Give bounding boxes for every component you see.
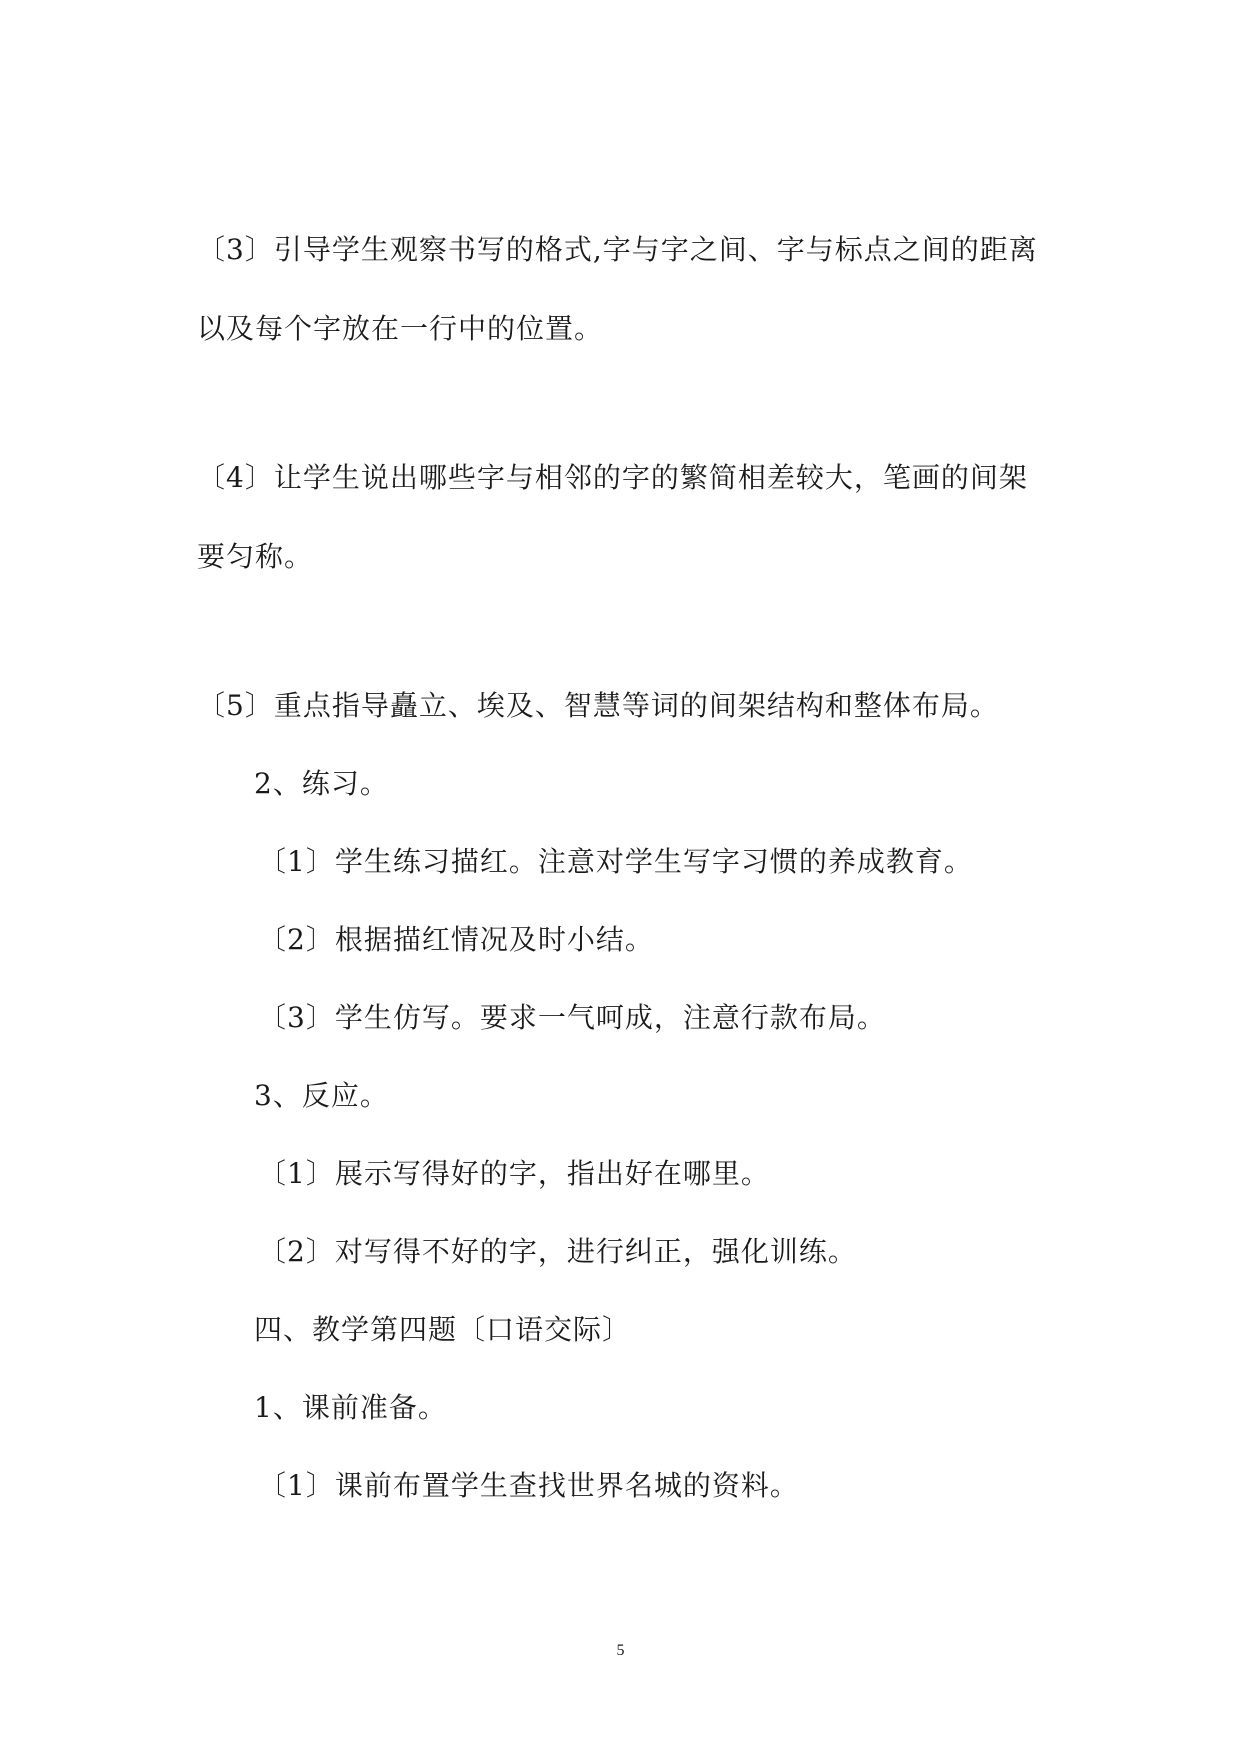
- paragraph-line: 以及每个字放在一行中的位置。: [197, 312, 604, 345]
- list-item: 〔1〕展示写得好的字，指出好在哪里。: [258, 1157, 770, 1190]
- section-heading: 2、练习。: [254, 767, 389, 800]
- list-item: 〔3〕学生仿写。要求一气呵成，注意行款布局。: [258, 1001, 886, 1034]
- paragraph-line: 要匀称。: [197, 540, 314, 573]
- list-item: 〔1〕学生练习描红。注意对学生写字习惯的养成教育。: [258, 845, 973, 878]
- paragraph-line: 〔5〕重点指导矗立、埃及、智慧等词的间架结构和整体布局。: [197, 689, 999, 722]
- paragraph-line: 〔4〕让学生说出哪些字与相邻的字的繁简相差较大，笔画的间架: [197, 461, 1028, 494]
- list-item: 〔2〕对写得不好的字，进行纠正，强化训练。: [258, 1235, 857, 1268]
- section-heading: 3、反应。: [254, 1079, 389, 1112]
- section-heading: 四、教学第四题〔口语交际〕: [254, 1313, 632, 1346]
- list-item: 〔1〕课前布置学生查找世界名城的资料。: [258, 1469, 799, 1502]
- paragraph-line: 〔3〕引导学生观察书写的格式,字与字之间、字与标点之间的距离: [197, 233, 1038, 266]
- section-heading: 1、课前准备。: [254, 1391, 447, 1424]
- page-number: 5: [616, 1642, 625, 1659]
- list-item: 〔2〕根据描红情况及时小结。: [258, 923, 654, 956]
